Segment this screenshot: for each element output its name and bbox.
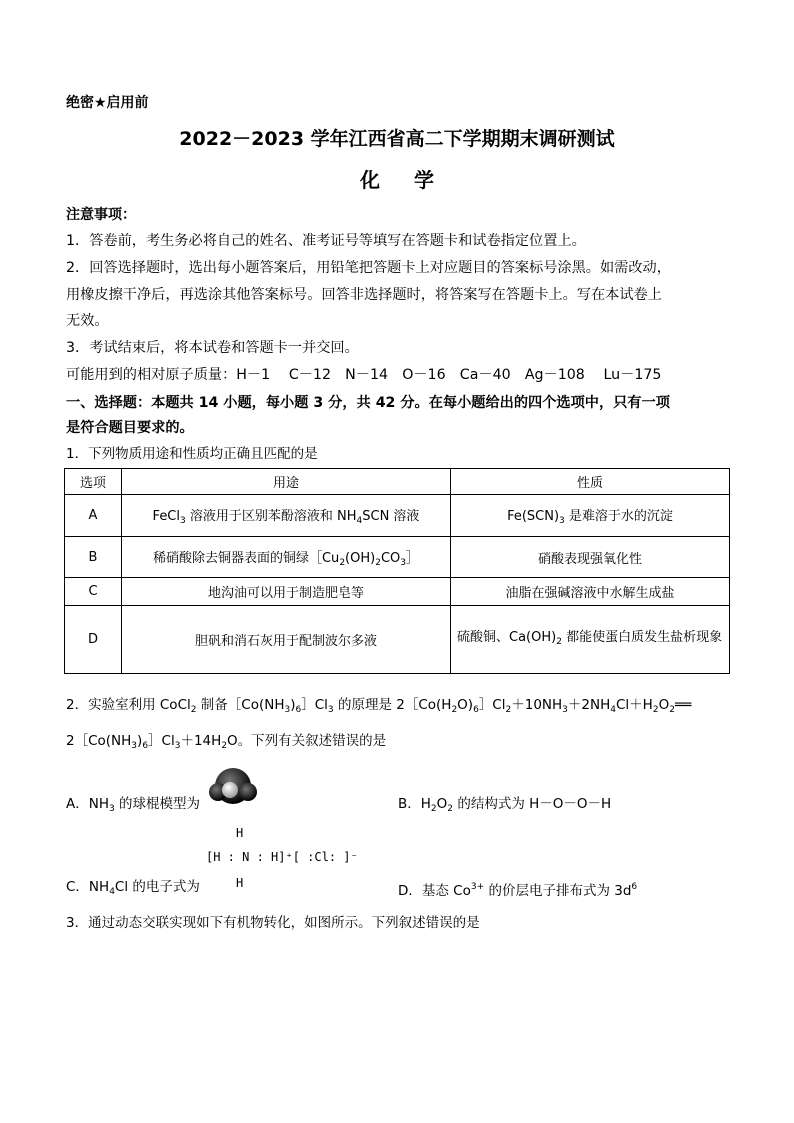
- question-2-stem-cont: $2[Co(NH_3)_6]Cl_3+14H_2O$。下列有关叙述错误的是: [66, 733, 387, 751]
- table-header: 性质: [451, 469, 730, 495]
- lewis-middle: [H : N : H]⁺[ :Cl: ]⁻: [206, 850, 358, 864]
- lewis-bottom-h: H: [236, 876, 244, 890]
- confidential-label: 绝密★启用前: [66, 95, 149, 111]
- use-cell: 稀硝酸除去铜器表面的铜绿$[Cu_2(OH)_2CO_3]$: [122, 537, 451, 578]
- table-row: [65, 495, 730, 537]
- use-cell: 胆矾和消石灰用于配制波尔多液: [122, 606, 451, 674]
- question-2-stem: 2．实验室利用 CoCl$_2$ 制备$[Co(NH_3)_6]Cl_3$ 的原理是 $2[Co(H_2O)_6]Cl_2+10NH_3+2NH_4Cl+H_2O_2══$: [66, 697, 692, 715]
- table-row: [65, 606, 730, 674]
- lewis-top-h: H: [236, 826, 244, 840]
- atomic-mass-line: 可能用到的相对原子质量：H－1 C－12 N－14 O－16 Ca－40 Ag－108 Lu－175: [66, 367, 662, 383]
- option-cell: D: [65, 606, 122, 674]
- note-line: 无效。: [66, 313, 109, 329]
- option-cell: A: [65, 495, 122, 537]
- table-row: [65, 537, 730, 578]
- property-cell: 油脂在强碱溶液中水解生成盐: [451, 578, 730, 606]
- section-heading: 一、选择题：本题共 14 小题，每小题 3 分，共 42 分。在每小题给出的四个选项中，只有一项: [66, 395, 670, 411]
- question-1-stem: 1．下列物质用途和性质均正确且匹配的是: [66, 446, 318, 462]
- ball-and-stick-model-image: [204, 766, 262, 808]
- question-3-stem: 3．通过动态交联实现如下有机物转化，如图所示。下列叙述错误的是: [66, 915, 480, 931]
- notes-heading: 注意事项：: [66, 207, 136, 223]
- exam-title: 2022－2023 学年江西省高二下学期期末调研测试: [179, 128, 615, 150]
- use-cell: FeCl$_3$ 溶液用于区别苯酚溶液和 $NH_4SCN$ 溶液: [122, 495, 451, 537]
- note-line: 2．回答选择题时，选出每小题答案后，用铅笔把答题卡上对应题目的答案标号涂黑。如需改动，: [66, 260, 671, 276]
- note-line: 3．考试结束后，将本试卷和答题卡一并交回。: [66, 340, 359, 356]
- note-line: 1．答卷前，考生务必将自己的姓名、准考证号等填写在答题卡和试卷指定位置上。: [66, 233, 586, 249]
- option-cell: B: [65, 537, 122, 578]
- electron-formula-image: [206, 826, 358, 894]
- property-cell: $Fe(SCN)_3$ 是难溶于水的沉淀: [451, 495, 730, 537]
- question-1-table: [64, 468, 730, 674]
- property-cell: 硫酸铜、$Ca(OH)_2$ 都能使蛋白质发生盐析现象: [451, 606, 730, 674]
- table-row: [65, 578, 730, 606]
- question-2-option-a: A．$NH_3$ 的球棍模型为: [66, 796, 201, 814]
- table-header: 用途: [122, 469, 451, 495]
- property-cell: 硝酸表现强氧化性: [451, 537, 730, 578]
- note-line: 用橡皮擦干净后，再选涂其他答案标号。回答非选择题时，将答案写在答题卡上。写在本试卷上: [66, 287, 662, 303]
- table-header: 选项: [65, 469, 122, 495]
- question-2-option-c: C．$NH_4Cl$ 的电子式为: [66, 879, 200, 897]
- option-cell: C: [65, 578, 122, 606]
- subject-title: 化学: [360, 168, 468, 192]
- question-2-option-b: B．$H_2O_2$ 的结构式为 H－O－O－H: [398, 796, 612, 814]
- section-heading-cont: 是符合题目要求的。: [66, 420, 194, 436]
- use-cell: 地沟油可以用于制造肥皂等: [122, 578, 451, 606]
- question-2-option-d: D．基态 $Co^{3+}$ 的价层电子排布式为 $3d^6$: [398, 882, 638, 899]
